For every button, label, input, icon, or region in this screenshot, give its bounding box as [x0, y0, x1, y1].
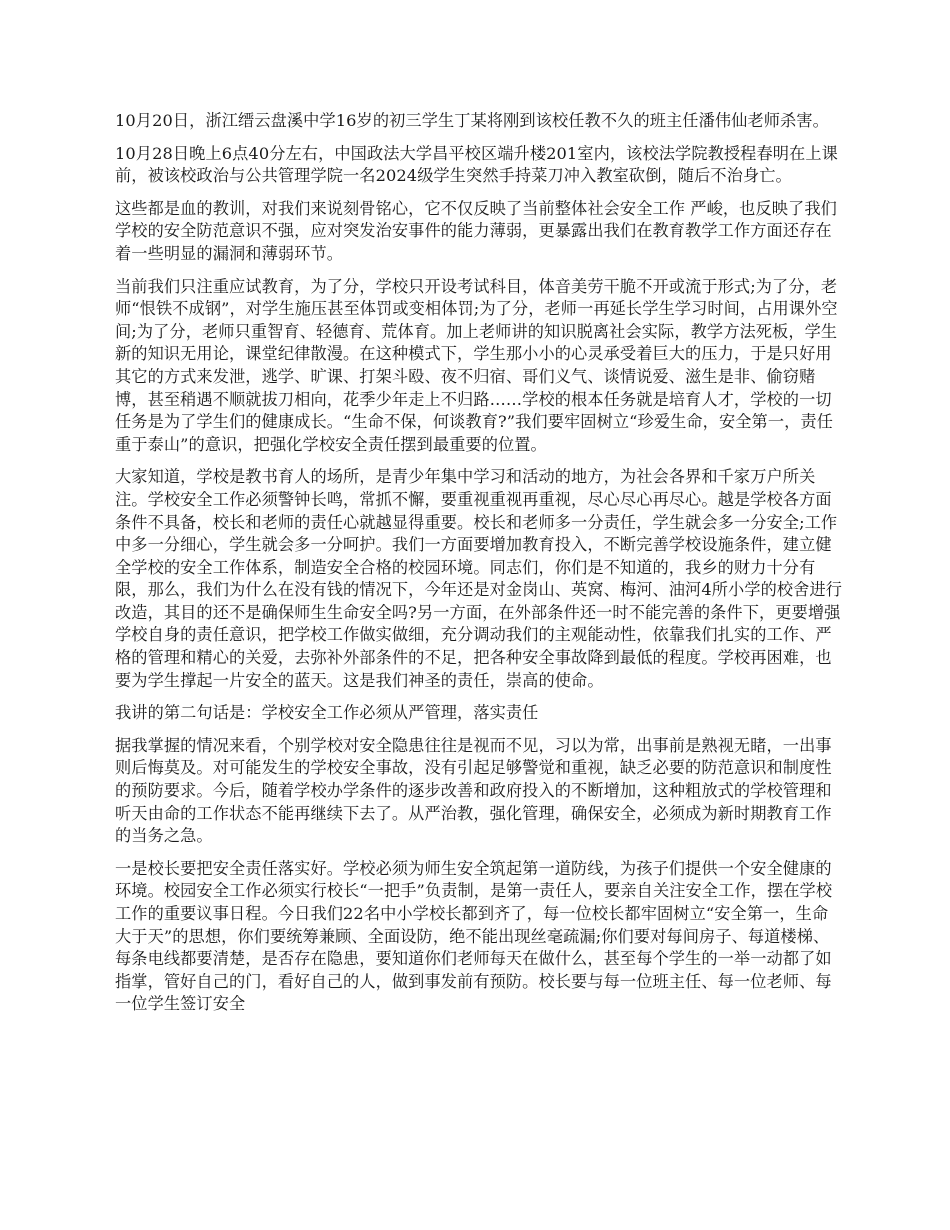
document-body — [115, 110, 843, 1026]
paragraph-2: 10月28日晚上6点40分左右，中国政法大学昌平校区端升楼201室内，该校法学院教授程春明在上课前，被该校政治与公共管理学院一名2024级学生突然手持菜刀冲入教室砍倒，随后不治身亡。 — [115, 143, 838, 186]
paragraph-8: 一是校长要把安全责任落实好。学校必须为师生安全筑起第一道防线，为孩子们提供一个安全健康的环境。校园安全工作必须实行校长“一把手”负责制，是第一责任人，要亲自关注安全工作，摆在学校工作的重要议事日程。今日我们22名中小学校长都到齐了，每一位校长都牢固树立“安全第一，生命大于天”的思想，你们要统筹兼顾、全面设防，绝不能出现丝毫疏漏;你们要对每间房子、每道楼梯、每条电线都要清楚，是否存在隐患，要知道你们老师每天在做什么，甚至每个学生的一举一动都了如指掌，管好自己的门，看好自己的人，做到事发前有预防。校长要与每一位班主任、每一位老师、每一位学生签订安全 — [115, 858, 833, 1014]
paragraph-4: 当前我们只注重应试教育，为了分，学校只开设考试科目，体音美劳干脆不开或流于形式;为了分，老师“恨铁不成钢”，对学生施压甚至体罚或变相体罚;为了分，老师一再延长学生学习时间，占用课外空间;为了分，老师只重智育、轻德育、荒体育。加上老师讲的知识脱离社会实际，教学方法死板，学生新的知识无用论，课堂纪律散漫。在这种模式下，学生那小小的心灵承受着巨大的压力，于是只好用其它的方式来发泄，逃学、旷课、打架斗殴、夜不归宿、哥们义气、谈情说爱、滋生是非、偷窃赌博，甚至稍遇不顺就拔刀相向，花季少年走上不归路……学校的根本任务就是培育人才，学校的一切任务是为了学生们的健康成长。“生命不保，何谈教育?”我们要牢固树立“珍爱生命，安全第一，责任重于泰山”的意识，把强化学校安全责任摆到最重要的位置。 — [115, 276, 838, 454]
paragraph-1: 10月20日，浙江缙云盘溪中学16岁的初三学生丁某将刚到该校任教不久的班主任潘伟仙老师杀害。 — [115, 111, 829, 130]
paragraph-7: 据我掌握的情况来看，个别学校对安全隐患往往是视而不见，习以为常，出事前是熟视无睹，一出事则后悔莫及。对可能发生的学校安全事故，没有引起足够警觉和重视，缺乏必要的防范意识和制度性的预防要求。今后，随着学校办学条件的逐步改善和政府投入的不断增加，这种粗放式的学校管理和听天由命的工作状态不能再继续下去了。从严治教，强化管理，确保安全，必须成为新时期教育工作的当务之急。 — [115, 735, 832, 846]
paragraph-3: 这些都是血的教训，对我们来说刻骨铭心，它不仅反映了当前整体社会安全工作 严峻，也反映了我们学校的安全防范意识不强，应对突发治安事件的能力薄弱，更暴露出我们在教育教学工作方面还存在着一些明显的漏洞和薄弱环节。 — [115, 198, 837, 263]
paragraph-5: 大家知道，学校是教书育人的场所，是青少年集中学习和活动的地方，为社会各界和千家万户所关注。学校安全工作必须警钟长鸣，常抓不懈，要重视重视再重视，尽心尽心再尽心。越是学校各方面条件不具备，校长和老师的责任心就越显得重要。校长和老师多一分责任，学生就会多一分安全;工作中多一分细心，学生就会多一分呵护。我们一方面要增加教育投入，不断完善学校设施条件，建立健全学校的安全工作体系，制造安全合格的校园环境。同志们，你们是不知道的，我乡的财力十分有限，那么，我们为什么在没有钱的情况下，今年还是对金岗山、英窝、梅河、油河4所小学的校舍进行改造，其目的还不是确保师生生命安全吗?另一方面，在外部条件还一时不能完善的条件下，更要增强学校自身的责任意识，把学校工作做实做细，充分调动我们的主观能动性，依靠我们扎实的工作、严格的管理和精心的关爱，去弥补外部条件的不足，把各种安全事故降到最低的程度。学校再困难，也要为学生撑起一片安全的蓝天。这是我们神圣的责任，崇高的使命。 — [115, 467, 843, 690]
paragraph-6: 我讲的第二句话是：学校安全工作必须从严管理，落实责任 — [115, 703, 539, 723]
